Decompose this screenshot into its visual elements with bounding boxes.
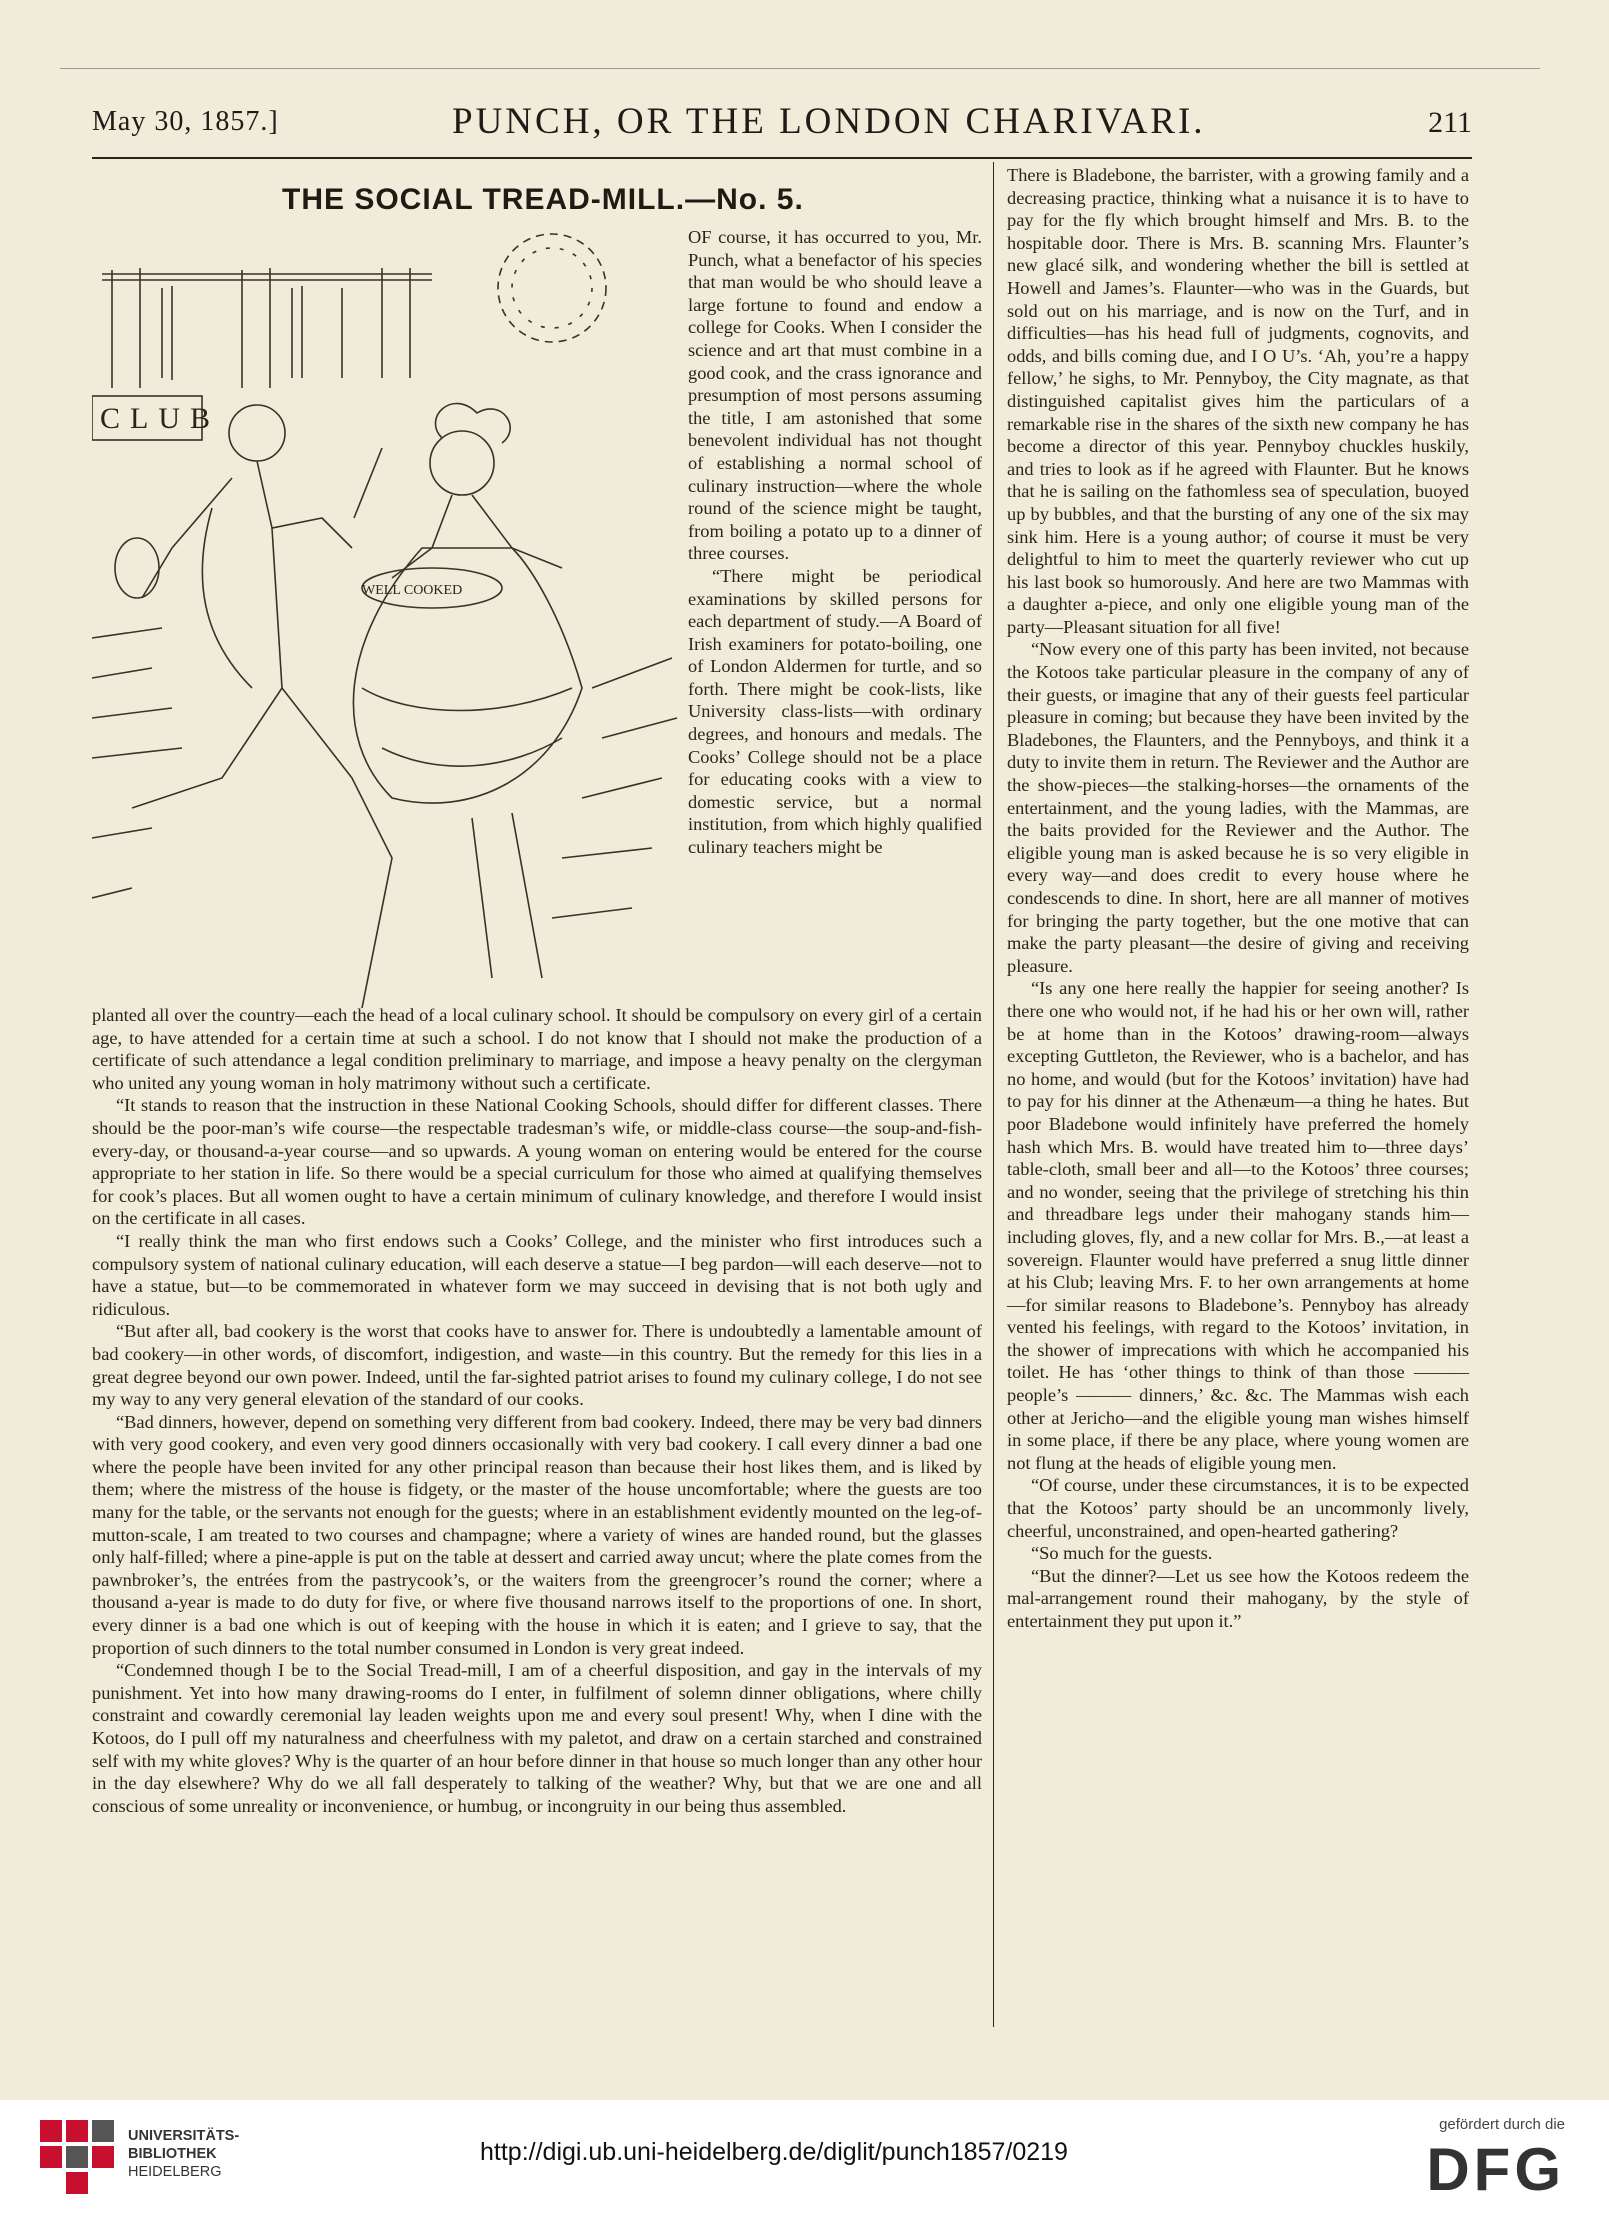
dfg-logo: DFG xyxy=(1426,2136,1565,2203)
university-library-logo-icon xyxy=(40,2120,120,2196)
body-paragraph-6: “Condemned though I be to the Social Tread-mill, I am of a cheerful disposition, and gay in the intervals of my punishment. Yet into how many drawing-rooms do I enter, in fulfilment of solemn dinner obligations, where chilly constraint and cowardly ceremonial lay leaden weights upon me and every soul present! Why, when I dine with the Kotoos, do I pull off my naturalness and cheerfulness with my paletot, and draw on a certain starched and constrained self with my white gloves? Why is the quarter of an hour before dinner in that house so much longer than any other hour in the day elsewhere? Why do we all fall desperately to talking of the weather? Why, but that we are one and all conscious of some unreality or inconvenience, or humbug, or incongruity in our being thus assembled. xyxy=(92,1660,982,1816)
permalink-url[interactable]: http://digi.ub.uni-heidelberg.de/diglit/punch1857/0219 xyxy=(480,2138,1068,2166)
right-paragraph-4: “Of course, under these circumstances, it is to be expected that the Kotoos’ party should be an uncommonly lively, cheerful, unconstrained, and open-hearted gathering? xyxy=(1007,1475,1469,1541)
page-header xyxy=(92,100,1472,150)
right-paragraph-5: “So much for the guests. xyxy=(1031,1543,1213,1564)
body-paragraph-2: “It stands to reason that the instruction in these National Cooking Schools, should differ for different classes. There should be the poor-man’s wife course—the respectable tradesman’s wife, or middle-class course—the soup-and-fish-every-day, or thousand-a-year course—and so upwards. A young woman on entering would be entered for the course appropriate to her station in life. So there would be a special curriculum for those who aimed at qualifying themselves for cook’s places. But all women ought to have a certain minimum of culinary knowledge, and therefore I would insist on the certificate in all cases. xyxy=(92,1095,982,1229)
body-paragraph-4: “But after all, bad cookery is the worst that cooks have to answer for. There is undoubtedly a lamentable amount of bad cookery—in other words, of discomfort, indigestion, and waste—in this country. But the remedy for this lies in a great degree beyond our own power. Indeed, until the far-sighted patriot arises to found my culinary college, I do not see my way to any very general elevation of the standard of our cooks. xyxy=(92,1321,982,1410)
header-date: May 30, 1857.] xyxy=(92,106,279,137)
header-title: PUNCH, OR THE LONDON CHARIVARI. xyxy=(452,101,1206,142)
header-page-number: 211 xyxy=(1428,106,1472,139)
body-paragraph-5: “Bad dinners, however, depend on something very different from bad cookery. Indeed, there may be very bad dinners with very good cookery, and even very good dinners occasionally with very bad cookery. I call every dinner a bad one where the people have been invited for any other principal reason than because their host likes them, and is liked by them; where the mistress of the house is fidgety, or the master of the house uncomfortable; where the guests are too many for the table, or the servants not enough for the guests; where in an establishment evidently mounted on the leg-of-mutton-scale, I am treated to two courses and champagne; where a variety of wines are handed round, but the glasses only half-filled; where a pine-apple is put on the table at dessert and carried away uncut; where the plate comes from the pawnbroker’s, the entrées from the pastrycook’s, or the waiters from the greengrocer’s round the corner; where a thousand a-year is made to do duty for five, or where five thousand narrows itself to the proportions of one. In short, every dinner is a bad one which is out of keeping with the house in which it is eaten; and I grieve to say, that the proportion of such dinners to the total number consumed in London is very great indeed. xyxy=(92,1411,982,1658)
body-paragraph-1: planted all over the country—each the head of a local culinary school. It should be compulsory on every girl of a certain age, to have attended for a certain time at such a school. I do not know that I should not make the production of a certificate of such attendance a legal condition preliminary to marriage, and impose a heavy penalty on the clergyman who united any young woman in holy matrimony without such a certificate. xyxy=(92,1005,982,1093)
right-paragraph-1: There is Bladebone, the barrister, with a growing family and a decreasing practice, thinking what a nuisance it is to have to pay for the fly which brought himself and Mrs. B. to the hospitable door. There is Mrs. B. scanning Mrs. Flaunter’s new glacé silk, and wondering whether the bill is settled at Howell and James’s. Flaunter—who was in the Guards, but sold out on his marriage, and is now on the Turf, and in difficulties—has his head full of judgments, cognovits, and odds, and bills coming due, and I O U’s. ‘Ah, you’re a happy fellow,’ he sighs, to Mr. Pennyboy, the City magnate, as that distinguished capitalist gives him the particulars of a remarkable rise in the shares of the sixth new company he has become a director of this year. Pennyboy chuckles huskily, and tries to look as if he agreed with Flaunter. But he knows that he is sailing on the fathomless sea of speculation, buoyed up by bubbles, and that the bursting of any one of the six may sink him. Here is a young author; of course it must be very delightful to him to meet the quarterly reviewer who cut up his last book so humorously. And here are two Mammas with a daughter a-piece, and only one eligible young man of the party—Pleasant situation for all five! xyxy=(1007,165,1469,637)
right-paragraph-6: “But the dinner?—Let us see how the Kotoos redeem the mal-arrangement round their mahogany, by the style of entertainment they put upon it.” xyxy=(1007,1565,1469,1631)
full-width-text xyxy=(92,1004,982,1817)
intro-column xyxy=(688,226,982,859)
header-rule xyxy=(92,157,1472,159)
cartoon-illustration xyxy=(92,218,682,1020)
scan-edge-line xyxy=(60,68,1540,69)
intro-paragraph-2: “There might be periodical examinations by skilled persons for each department of study.—A Board of Irish examiners for potato-boiling, one of London Aldermen for turtle, and so forth. There might be cook-lists, like University class-lists—with ordinary degrees, and honours and medals. The Cooks’ College should not be a place for educating cooks with a view to domestic service, but a normal institution, from which highly qualified culinary teachers might be xyxy=(688,565,982,858)
funding-label: gefördert durch die xyxy=(1439,2116,1565,2133)
viewer-footer xyxy=(0,2100,1609,2215)
body-paragraph-3: “I really think the man who first endows such a Cooks’ College, and the minister who first introduces such a compulsory system of national culinary education, will each deserve a statue—I beg pardon—will each deserve—not to have a statue, but—to be commemorated in whatever form we may succeed in devising that is not both ugly and ridiculous. xyxy=(92,1230,982,1319)
article-title: THE SOCIAL TREAD-MILL.—No. 5. xyxy=(282,183,804,216)
library-name: UNIVERSITÄTS- BIBLIOTHEK HEIDELBERG xyxy=(128,2128,240,2180)
right-paragraph-3: “Is any one here really the happier for seeing another? Is there one who would not, if he had his or her own will, rather be at home than in the Kotoos’ drawing-room—always excepting Guttleton, the Reviewer, who is a bachelor, and has no home, and would (but for the Kotoos’ invitation) have had to pay for his dinner at the Athenæum—a thing he hates. But poor Bladebone would infinitely have preferred the homely hash which Mrs. B. would have treated him to—three days’ table-cloth, small beer and all—to the Kotoos’ three courses; and no wonder, seeing that the privilege of stretching his thin and threadbare legs under their mahogany stands him—including gloves, fly, and a new collar for Mrs. B.,—at least a sovereign. Flaunter would have preferred a snug little dinner at his Club; leaving Mrs. F. to her own arrangements at home—for similar reasons to Bladebone’s. Pennyboy has already vented his feelings, with regard to the Kotoos’ invitation, in the shower of imprecations with which he accompanied his toilet. He has ‘other things to think of than those ——— people’s ——— dinners,’ &c. &c. The Mammas wish each other at Jericho—and the eligible young man wishes himself in some place, if there be any place, where young women are not flung at the heads of eligible young men. xyxy=(1007,978,1469,1473)
platter-label-text: WELL COOKED xyxy=(362,583,463,598)
club-sign-text: CLUB xyxy=(100,402,221,435)
column-rule xyxy=(993,162,994,2027)
intro-paragraph-1: OF course, it has occurred to you, Mr. Punch, what a benefactor of his species that man would be who should leave a large fortune to found and endow a college for Cooks. When I consider the science and art that must combine in a good cook, and the crass ignorance and presumption of most persons assuming the title, I am astonished that some benevolent individual has not thought of establishing a normal school of culinary instruction—where the whole round of the science might be taught, from boiling a potato up to a dinner of three courses. xyxy=(688,227,982,564)
right-paragraph-2: “Now every one of this party has been invited, not because the Kotoos take particular pleasure in the company of any of their guests, or imagine that any of their guests feel particular pleasure in coming; but because they have been invited by the Bladebones, the Flaunters, and the Pennyboys, and think it a duty to invite them in return. The Reviewer and the Author are the show-pieces—the stalking-horses—the ornaments of the entertainment, and the young ladies, with the Mammas, are the baits provided for the Reviewer and the Author. The eligible young man is asked because he is so very eligible in every way—and does credit to every house where he condescends to dine. In short, here are all manner of motives for bringing the party together, but the one motive that can make the party pleasant—the desire of giving and receiving pleasure. xyxy=(1007,639,1469,976)
right-column xyxy=(1007,164,1469,1633)
